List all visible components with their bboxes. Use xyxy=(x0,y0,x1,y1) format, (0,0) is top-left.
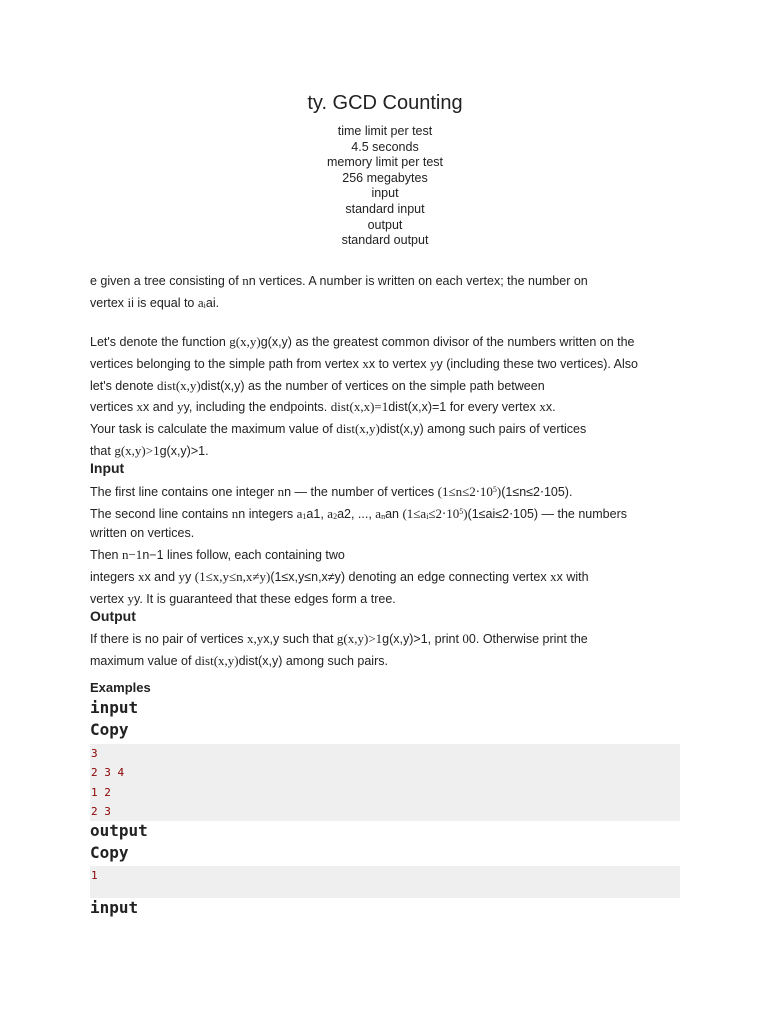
text: The first line contains one integer xyxy=(90,485,278,499)
text: integers xyxy=(90,570,138,585)
code-line: 2 3 4 xyxy=(91,766,125,780)
text: Then xyxy=(90,548,122,563)
math: g(x,y)>1 xyxy=(114,442,160,458)
text: g(x,y) as the greatest common divisor of the numbers written on the xyxy=(260,335,635,349)
text: dist(x,y) among such pairs of vertices xyxy=(379,422,587,437)
text-line xyxy=(90,375,690,397)
math: n xyxy=(277,484,285,499)
example-input-title: input xyxy=(90,698,139,717)
text: (1≤x,y≤n,x≠y) denoting an edge connecting vertex xyxy=(270,570,551,585)
output-spec xyxy=(90,628,690,672)
math: ≤2⋅10 xyxy=(428,505,460,521)
text: vertices xyxy=(90,400,137,415)
text-line xyxy=(90,353,690,375)
text: x to vertex xyxy=(368,356,430,371)
text: vertex xyxy=(90,591,128,606)
text-line xyxy=(90,588,690,610)
math: a xyxy=(327,505,334,521)
copy-input-button[interactable]: Copy xyxy=(90,720,129,739)
text: g(x,y)>1, print xyxy=(382,632,463,646)
page-title: ty. GCD Counting xyxy=(307,92,463,114)
legend-paragraph-1 xyxy=(90,270,690,314)
math: 0 xyxy=(462,631,469,646)
legend-paragraph-2 xyxy=(90,331,690,462)
text-line xyxy=(90,331,690,353)
text-line xyxy=(90,628,690,650)
text-line xyxy=(90,418,690,440)
text: i is equal to xyxy=(131,295,198,310)
text-line xyxy=(90,544,690,566)
text: a1, xyxy=(306,506,328,521)
copy-output-button[interactable]: Copy xyxy=(90,843,129,862)
math: x xyxy=(137,569,145,585)
math: x xyxy=(136,399,144,415)
math: ) xyxy=(496,484,502,499)
text: let's denote xyxy=(90,378,158,393)
math: a xyxy=(197,294,204,310)
math: x xyxy=(362,355,369,371)
math: dist(x,y) xyxy=(336,421,380,437)
math: ) xyxy=(463,505,468,521)
code-line: 2 3 xyxy=(91,804,111,818)
text: maximum value of xyxy=(90,653,195,668)
text: x,y such that xyxy=(263,632,337,646)
math: g(x,y)>1 xyxy=(336,631,383,646)
text-line xyxy=(90,479,690,501)
limits-header xyxy=(90,124,680,249)
text: x and xyxy=(143,400,178,415)
text-line xyxy=(90,440,690,462)
math: dist(x,x)=1 xyxy=(330,399,389,415)
text: Let's denote the function xyxy=(90,335,230,349)
math-superscript: 5 xyxy=(492,485,497,494)
text: n integers xyxy=(238,506,297,521)
text: dist(x,y) among such pairs. xyxy=(238,653,388,668)
output-file-label: output xyxy=(367,217,403,232)
math-subscript: i xyxy=(203,300,206,310)
math: (1≤n≤2⋅10 xyxy=(437,484,493,499)
example-input-2-title: input xyxy=(90,898,139,917)
examples-heading: Examples xyxy=(90,680,151,695)
text: e given a tree consisting of xyxy=(90,274,243,288)
text: n−1 lines follow, each containing two xyxy=(142,548,345,563)
math-superscript: 5 xyxy=(459,506,464,516)
math: y xyxy=(430,355,437,371)
text: (1≤n≤2⋅105). xyxy=(501,485,573,499)
input-heading: Input xyxy=(90,460,125,476)
text: y, including the endpoints. xyxy=(183,400,331,415)
text: an xyxy=(385,506,403,521)
math: a xyxy=(296,505,303,521)
time-limit-value: 4.5 seconds xyxy=(351,139,419,154)
math: (1≤a xyxy=(402,505,427,521)
text: (1≤ai≤2⋅105) — the numbers xyxy=(467,506,627,521)
input-spec xyxy=(90,479,690,610)
output-heading: Output xyxy=(90,608,136,624)
text-line: written on vertices. xyxy=(90,525,195,540)
math: x,y xyxy=(247,631,264,646)
text: x with xyxy=(556,570,589,585)
text-line xyxy=(90,292,690,314)
text: g(x,y)>1. xyxy=(159,443,209,458)
text: x. xyxy=(545,400,556,415)
text: a2, ..., xyxy=(337,506,376,521)
math: x xyxy=(550,569,557,585)
text: Your task is calculate the maximum value of xyxy=(90,422,337,437)
output-file-value: standard output xyxy=(341,233,429,248)
text-line xyxy=(90,396,690,418)
text: dist(x,y) as the number of vertices on the simple path between xyxy=(200,378,545,393)
text-line xyxy=(90,501,690,523)
memory-limit-value: 256 megabytes xyxy=(342,170,428,185)
code-line: 3 xyxy=(91,747,98,760)
math: dist(x,y) xyxy=(157,377,201,393)
example-output-title: output xyxy=(90,821,148,840)
math: x xyxy=(539,399,546,415)
math: dist(x,y) xyxy=(194,652,239,668)
math: y xyxy=(178,569,186,585)
code-line: 1 2 xyxy=(91,785,111,799)
input-file-value: standard input xyxy=(345,201,425,216)
example-output-block xyxy=(90,866,680,898)
example-input-block xyxy=(90,744,680,821)
time-limit-label: time limit per test xyxy=(337,124,433,138)
math: n xyxy=(242,273,249,288)
text: vertices belonging to the simple path from vertex xyxy=(90,356,363,371)
math: y xyxy=(127,590,135,606)
text: x and xyxy=(144,570,179,585)
text: dist(x,x)=1 for every vertex xyxy=(388,400,540,415)
text: y. It is guaranteed that these edges form a tree. xyxy=(134,591,396,606)
text: ai. xyxy=(205,295,220,310)
text: If there is no pair of vertices xyxy=(90,632,248,646)
text: y xyxy=(185,570,195,585)
text: y (including these two vertices). Also xyxy=(436,356,638,371)
math: y xyxy=(177,399,184,415)
text: n — the number of vertices xyxy=(284,485,438,499)
math: n xyxy=(231,505,239,521)
input-file-label: input xyxy=(371,186,399,201)
text-line xyxy=(90,566,690,588)
memory-limit-label: memory limit per test xyxy=(327,155,443,170)
text: vertex xyxy=(90,295,128,310)
math: (1≤x,y≤n,x≠y) xyxy=(194,569,271,585)
text: that xyxy=(90,443,115,458)
math-subscript: n xyxy=(381,511,386,521)
math: a xyxy=(375,505,382,521)
text: The second line contains xyxy=(90,506,232,521)
math: g(x,y) xyxy=(229,334,261,349)
math-subscript: 1 xyxy=(302,511,307,521)
text: n vertices. A number is written on each vertex; the number on xyxy=(248,274,588,288)
math: n−1 xyxy=(121,547,143,563)
code-line: 1 xyxy=(91,869,98,882)
text-line xyxy=(90,270,690,292)
math-subscript: 2 xyxy=(333,511,338,521)
text: 0. Otherwise print the xyxy=(468,632,588,646)
text-line xyxy=(90,650,690,672)
math: i xyxy=(127,294,132,310)
math-subscript: i xyxy=(426,511,429,521)
